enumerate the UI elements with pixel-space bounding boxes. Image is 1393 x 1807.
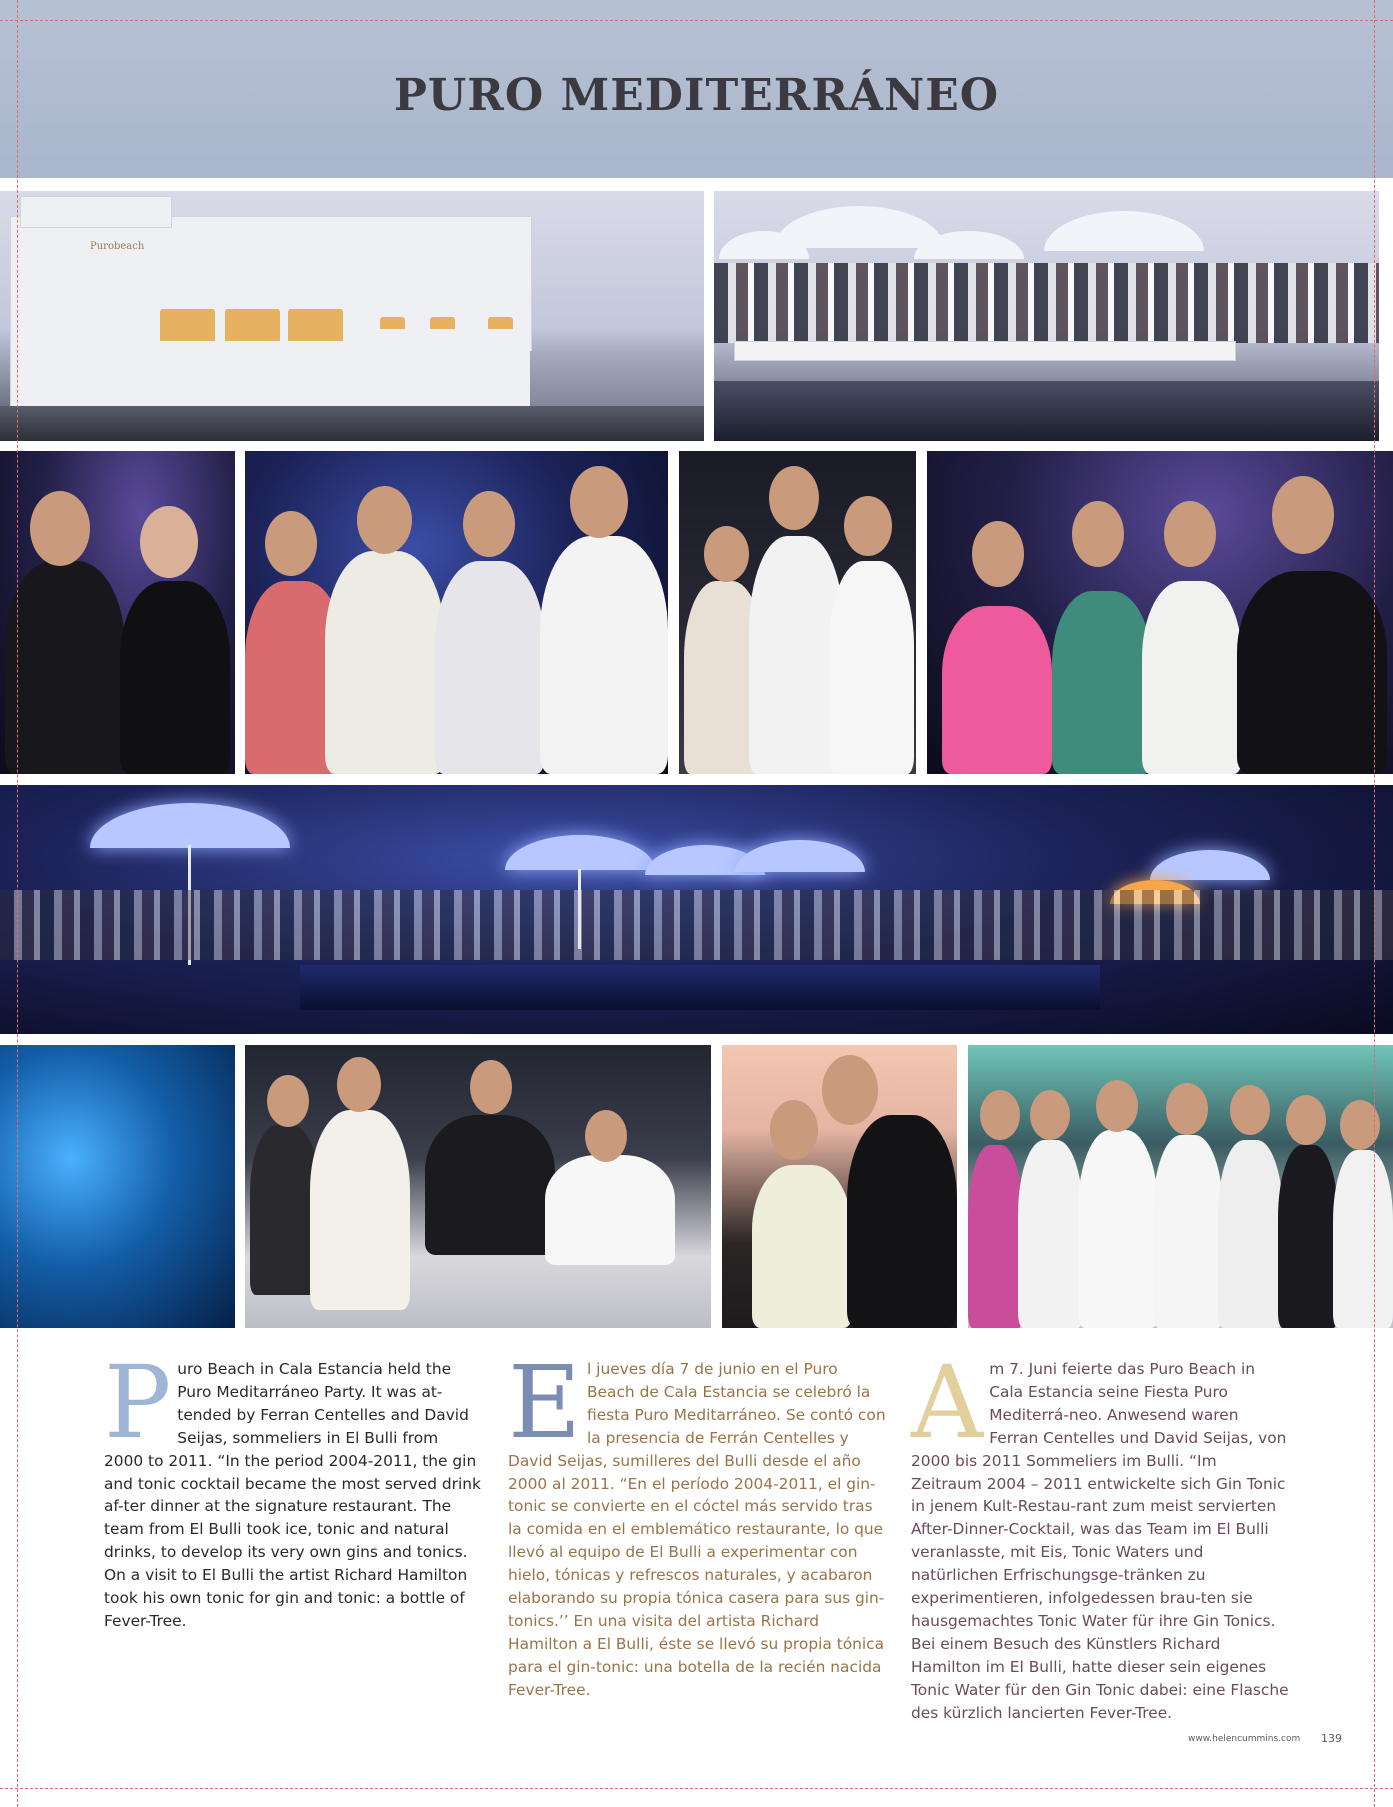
- building-upper: [20, 196, 172, 228]
- person-head: [30, 491, 90, 566]
- person: [752, 1165, 852, 1328]
- paragraph: l jueves día 7 de junio en el Puro Beach de Cala Estancia se celebró la fiesta Puro Meditarráneo. Se contó con la presencia de Ferrán Centelles y David Seijas, sumilleres del Bulli desde el año 2000 al 2011. “En el período 2004-2011, el gin-tonic se convierte en el cóctel más servido tras la comida en el emblemático restaurante, lo que llevó al equipo de El Bulli a experimentar con hielo, tónicas y refrescos naturales, y acabaron elaborando su propia tónica casera para sus gin-tonics.’’ En una visita del artista Richard Hamilton a El Bulli, éste se llevó su propia tónica para el gin-tonic: una botella de la recién nacida Fever-Tree.: [508, 1360, 886, 1699]
- person: [310, 1110, 410, 1310]
- crowd: [0, 890, 1393, 960]
- building-window: [225, 309, 280, 341]
- person: [325, 551, 445, 774]
- person: [847, 1115, 957, 1328]
- photo-group-four: [927, 451, 1393, 774]
- person-head: [470, 1060, 512, 1114]
- umbrella: [1044, 211, 1204, 251]
- building-sign: Purobeach: [90, 241, 145, 252]
- person-head: [1096, 1080, 1138, 1132]
- page-title: PURO MEDITERRÁNEO: [393, 70, 1000, 121]
- building-window: [288, 309, 343, 341]
- person-head: [140, 506, 198, 578]
- person: [540, 536, 668, 774]
- person: [545, 1155, 675, 1265]
- trim-line: [0, 20, 1393, 21]
- photo-gin-tonic-pour: [0, 1045, 235, 1328]
- person: [1333, 1150, 1393, 1328]
- person-head: [1164, 501, 1216, 567]
- paragraph: On a visit to El Bulli the artist Richard Hamilton took his own tonic for gin and tonic: a bottle of Fever-Tree.: [104, 1566, 468, 1630]
- paragraph: m 7. Juni feierte das Puro Beach in Cala Estancia seine Fiesta Puro Mediterrá-neo. Anwesend waren Ferran Centelles und David Seijas, von 2000 bis 2011 Sommeliers im Bulli. “Im Zeitraum 2004 – 2011 entwickelte sich Gin Tonic in jenem Kult-Restau-rant zum meist servierten After-Dinner-Cocktail, was das Team im El Bulli veranlasste, mit Eis, Tonic Waters und natürlichen Erfrischungsge-tränken zu experimentieren, infolgedessen brau-ten sie hausgemachtes Tonic Water für ihre Gin Tonics. Bei einem Besuch des Künstlers Richard Hamilton im El Bulli, hatte dieser sein eigenes Tonic Water für den Gin Tonic dabei: eine Flasche des kürzlich lancierten Fever-Tree.: [911, 1360, 1289, 1722]
- footer-url: www.helencummins.com: [1188, 1734, 1301, 1744]
- person-head: [980, 1090, 1020, 1140]
- person-head: [570, 466, 628, 538]
- trim-line: [17, 0, 18, 1807]
- lounge-beds: [734, 341, 1236, 361]
- pool: [714, 381, 1379, 441]
- person-head: [704, 526, 749, 582]
- person-head: [1230, 1085, 1270, 1135]
- person-head: [357, 486, 412, 554]
- person-head: [770, 1100, 818, 1160]
- photo-couple-night: [0, 451, 235, 774]
- person: [1153, 1135, 1223, 1328]
- trim-line: [1374, 0, 1375, 1807]
- umbrella: [505, 835, 655, 870]
- person-head: [1166, 1083, 1208, 1135]
- person-head: [265, 511, 317, 576]
- person: [968, 1145, 1023, 1328]
- person: [829, 561, 914, 774]
- drop-cap: E: [508, 1344, 581, 1461]
- building-window: [380, 317, 405, 329]
- person: [120, 581, 230, 774]
- person-head: [337, 1057, 381, 1112]
- drop-cap: A: [911, 1344, 984, 1461]
- person: [435, 561, 545, 774]
- person-head: [1272, 476, 1334, 554]
- umbrella: [735, 840, 865, 872]
- person: [1142, 581, 1242, 774]
- person: [1018, 1140, 1083, 1328]
- person: [5, 561, 125, 774]
- page-number: 139: [1321, 1732, 1342, 1745]
- rocks: [0, 406, 704, 441]
- person-head: [822, 1055, 878, 1125]
- photo-terrace-crowd-dusk: [714, 191, 1379, 441]
- person: [425, 1115, 555, 1255]
- drop-cap: P: [104, 1344, 172, 1461]
- person-head: [972, 521, 1024, 587]
- photo-group-seven: [968, 1045, 1393, 1328]
- person-head: [769, 466, 819, 530]
- paragraph: uro Beach in Cala Estancia held the Puro Meditarráneo Party. It was at-tended by Ferran Centelles and David Seijas, sommeliers in El Bulli from 2000 to 2011. “In the period 2004-2011, the gin and tonic cocktail became the most served drink af-ter dinner at the signature restaurant. The team from El Bulli took ice, tonic and natural drinks, to develop its very own gins and tonics.: [104, 1360, 481, 1562]
- pool: [300, 965, 1100, 1010]
- person: [1078, 1130, 1158, 1328]
- umbrella: [90, 803, 290, 848]
- person-head: [844, 496, 892, 556]
- person-head: [585, 1110, 627, 1162]
- person-head: [463, 491, 515, 557]
- person-head: [1030, 1090, 1070, 1140]
- photo-women-lounge: [245, 1045, 711, 1328]
- person-head: [1072, 501, 1124, 567]
- building-window: [160, 309, 215, 341]
- person: [942, 606, 1052, 774]
- trim-line: [0, 1788, 1393, 1789]
- photo-couple-drinks: [722, 1045, 957, 1328]
- photo-four-men: [245, 451, 668, 774]
- person: [1237, 571, 1387, 774]
- text-column-spanish: [508, 1344, 886, 1702]
- building-window: [488, 317, 513, 329]
- photo-beach-club-building: [0, 191, 704, 441]
- building-window: [430, 317, 455, 329]
- person-head: [1286, 1095, 1326, 1145]
- person-head: [267, 1075, 309, 1127]
- person: [1052, 591, 1152, 774]
- person: [1278, 1145, 1338, 1328]
- umbrella: [1150, 850, 1270, 880]
- text-column-english: [104, 1344, 482, 1633]
- crowd: [714, 263, 1379, 343]
- text-column-german: [911, 1344, 1289, 1725]
- photo-night-panorama: [0, 785, 1393, 1034]
- photo-trio: [679, 451, 916, 774]
- person: [1218, 1140, 1283, 1328]
